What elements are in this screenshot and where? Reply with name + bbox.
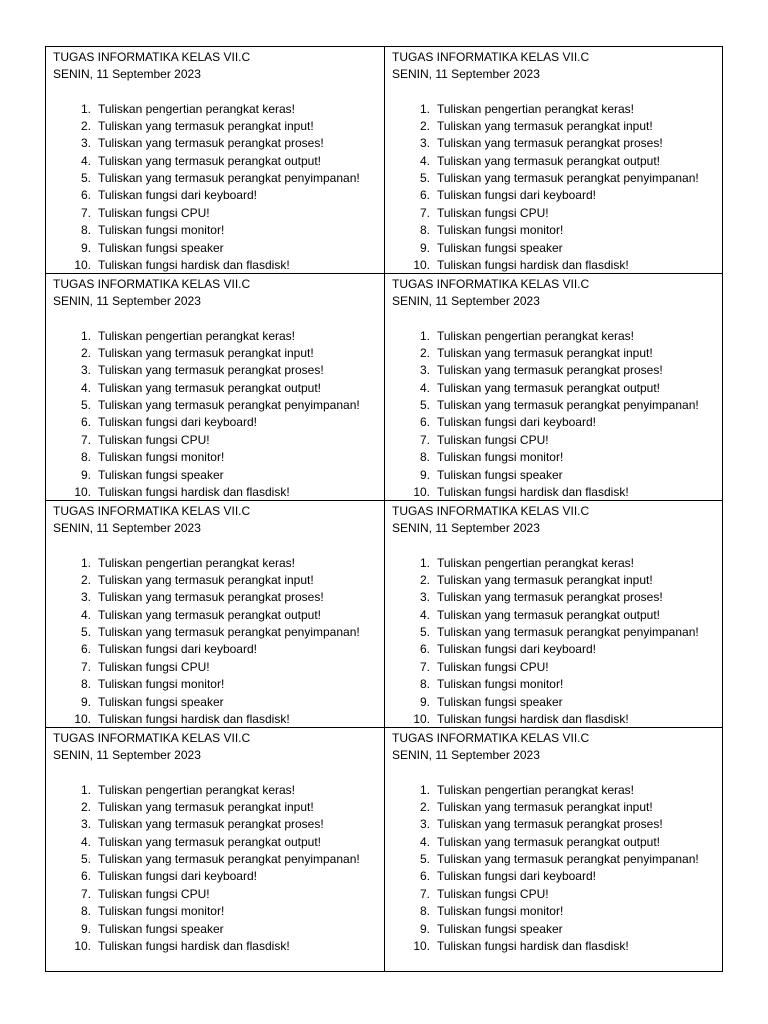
question-number: 6. (80, 869, 91, 884)
question-text: Tuliskan fungsi CPU! (98, 886, 210, 901)
question-text: Tuliskan yang termasuk perangkat penyimpanan! (98, 171, 360, 186)
assignment-card (46, 274, 385, 501)
question-number: 9. (419, 467, 430, 482)
question-text: Tuliskan yang termasuk perangkat penyimpanan! (98, 398, 360, 413)
question-item (392, 257, 723, 274)
assignment-title: TUGAS INFORMATIKA KELAS VII.C (53, 277, 251, 291)
question-text: Tuliskan fungsi CPU! (437, 659, 549, 674)
question-number: 7. (419, 432, 430, 447)
assignment-card (46, 728, 385, 971)
assignment-card (385, 47, 723, 274)
question-text: Tuliskan pengertian perangkat keras! (437, 555, 635, 570)
question-text: Tuliskan fungsi CPU! (437, 432, 549, 447)
question-text: Tuliskan fungsi speaker (437, 240, 563, 255)
question-number: 6. (80, 188, 91, 203)
question-item (53, 449, 384, 466)
question-item (53, 153, 384, 170)
question-item (53, 328, 384, 345)
question-item (392, 362, 723, 379)
question-text: Tuliskan fungsi dari keyboard! (98, 642, 257, 657)
question-number: 8. (80, 450, 91, 465)
assignment-title: TUGAS INFORMATIKA KELAS VII.C (392, 50, 590, 64)
question-number: 8. (80, 223, 91, 238)
question-number: 1. (80, 555, 91, 570)
question-item (53, 782, 384, 799)
question-text: Tuliskan yang termasuk perangkat input! (98, 572, 314, 587)
question-item (53, 851, 384, 868)
question-number: 2. (419, 572, 430, 587)
assignment-card (46, 501, 385, 728)
question-item (392, 555, 723, 572)
question-text: Tuliskan fungsi monitor! (437, 450, 564, 465)
question-item (392, 432, 723, 449)
question-text: Tuliskan fungsi dari keyboard! (437, 869, 596, 884)
assignment-title: TUGAS INFORMATIKA KELAS VII.C (53, 504, 251, 518)
question-number: 3. (419, 817, 430, 832)
question-item (53, 676, 384, 693)
question-number: 9. (80, 467, 91, 482)
worksheet-table (45, 46, 723, 972)
question-number: 3. (80, 136, 91, 151)
question-item (53, 624, 384, 641)
question-number: 9. (80, 240, 91, 255)
question-item (392, 694, 723, 711)
assignment-title: TUGAS INFORMATIKA KELAS VII.C (392, 504, 590, 518)
assignment-title: TUGAS INFORMATIKA KELAS VII.C (392, 277, 590, 291)
question-number: 10. (413, 712, 430, 727)
question-number: 3. (80, 817, 91, 832)
question-item (53, 240, 384, 257)
question-number: 5. (419, 171, 430, 186)
question-text: Tuliskan yang termasuk perangkat penyimpanan! (98, 625, 360, 640)
question-item (53, 345, 384, 362)
assignment-date: SENIN, 11 September 2023 (392, 748, 540, 762)
question-number: 5. (419, 625, 430, 640)
question-text: Tuliskan yang termasuk perangkat output! (437, 607, 661, 622)
assignment-date: SENIN, 11 September 2023 (53, 521, 201, 535)
question-text: Tuliskan fungsi hardisk dan flasdisk! (437, 712, 629, 727)
question-number: 4. (419, 153, 430, 168)
question-number: 8. (419, 677, 430, 692)
question-text: Tuliskan fungsi speaker (98, 694, 224, 709)
question-item (53, 380, 384, 397)
question-number: 4. (419, 380, 430, 395)
question-number: 3. (80, 590, 91, 605)
question-number: 7. (80, 659, 91, 674)
question-item (53, 432, 384, 449)
question-item (53, 397, 384, 414)
question-text: Tuliskan yang termasuk perangkat input! (437, 118, 653, 133)
question-item (53, 607, 384, 624)
question-list (392, 782, 723, 956)
question-number: 1. (80, 782, 91, 797)
question-number: 10. (413, 485, 430, 500)
question-text: Tuliskan yang termasuk perangkat input! (98, 345, 314, 360)
question-item (392, 868, 723, 885)
spacer (392, 310, 723, 328)
question-number: 6. (419, 415, 430, 430)
question-text: Tuliskan yang termasuk perangkat output! (437, 834, 661, 849)
question-text: Tuliskan fungsi dari keyboard! (98, 415, 257, 430)
question-item (53, 921, 384, 938)
question-number: 2. (80, 118, 91, 133)
question-item (53, 816, 384, 833)
assignment-card (46, 47, 385, 274)
question-item (392, 328, 723, 345)
question-item (392, 414, 723, 431)
question-item (53, 659, 384, 676)
question-number: 3. (419, 363, 430, 378)
spacer (53, 764, 384, 782)
question-list (53, 101, 384, 275)
question-text: Tuliskan yang termasuk perangkat proses! (98, 363, 324, 378)
question-text: Tuliskan fungsi CPU! (98, 659, 210, 674)
question-number: 5. (80, 625, 91, 640)
question-number: 5. (419, 398, 430, 413)
question-text: Tuliskan yang termasuk perangkat penyimpanan! (437, 625, 699, 640)
question-number: 8. (80, 904, 91, 919)
question-number: 6. (419, 642, 430, 657)
question-text: Tuliskan fungsi monitor! (98, 450, 225, 465)
question-text: Tuliskan fungsi dari keyboard! (98, 869, 257, 884)
question-text: Tuliskan yang termasuk perangkat input! (98, 118, 314, 133)
question-text: Tuliskan fungsi monitor! (98, 904, 225, 919)
question-text: Tuliskan yang termasuk perangkat input! (98, 799, 314, 814)
question-text: Tuliskan fungsi CPU! (98, 432, 210, 447)
question-number: 1. (80, 101, 91, 116)
question-item (392, 345, 723, 362)
question-number: 6. (80, 415, 91, 430)
question-item (392, 782, 723, 799)
question-list (53, 555, 384, 729)
question-text: Tuliskan fungsi hardisk dan flasdisk! (98, 258, 290, 273)
question-text: Tuliskan fungsi dari keyboard! (437, 415, 596, 430)
question-item (53, 938, 384, 955)
question-number: 1. (80, 328, 91, 343)
question-text: Tuliskan yang termasuk perangkat output! (98, 607, 322, 622)
question-item (53, 222, 384, 239)
question-text: Tuliskan fungsi hardisk dan flasdisk! (98, 485, 290, 500)
question-number: 5. (419, 852, 430, 867)
question-number: 10. (74, 712, 91, 727)
question-number: 7. (80, 432, 91, 447)
question-item (392, 467, 723, 484)
question-text: Tuliskan yang termasuk perangkat proses! (437, 136, 663, 151)
question-text: Tuliskan fungsi CPU! (98, 205, 210, 220)
question-number: 8. (419, 223, 430, 238)
question-item (392, 676, 723, 693)
assignment-title: TUGAS INFORMATIKA KELAS VII.C (392, 731, 590, 745)
question-item (53, 834, 384, 851)
question-item (392, 101, 723, 118)
question-item (53, 414, 384, 431)
question-item (53, 257, 384, 274)
question-number: 4. (419, 607, 430, 622)
question-item (53, 101, 384, 118)
question-item (392, 903, 723, 920)
spacer (392, 83, 723, 101)
question-item (53, 170, 384, 187)
question-number: 5. (80, 852, 91, 867)
question-text: Tuliskan pengertian perangkat keras! (437, 101, 635, 116)
question-text: Tuliskan fungsi monitor! (437, 904, 564, 919)
question-number: 8. (419, 904, 430, 919)
question-item (392, 816, 723, 833)
question-number: 2. (419, 118, 430, 133)
spacer (53, 83, 384, 101)
question-number: 1. (419, 555, 430, 570)
question-item (53, 135, 384, 152)
question-number: 6. (419, 188, 430, 203)
question-text: Tuliskan yang termasuk perangkat output! (437, 380, 661, 395)
question-text: Tuliskan fungsi hardisk dan flasdisk! (98, 939, 290, 954)
question-number: 7. (80, 205, 91, 220)
question-text: Tuliskan pengertian perangkat keras! (98, 555, 296, 570)
question-text: Tuliskan yang termasuk perangkat output! (98, 380, 322, 395)
question-text: Tuliskan fungsi hardisk dan flasdisk! (437, 258, 629, 273)
question-item (53, 118, 384, 135)
spacer (53, 537, 384, 555)
spacer (392, 537, 723, 555)
question-number: 2. (419, 799, 430, 814)
question-text: Tuliskan fungsi hardisk dan flasdisk! (437, 939, 629, 954)
question-item (392, 153, 723, 170)
question-number: 6. (419, 869, 430, 884)
question-text: Tuliskan yang termasuk perangkat penyimpanan! (437, 398, 699, 413)
assignment-card (385, 728, 723, 971)
question-item (392, 187, 723, 204)
question-item (53, 868, 384, 885)
question-text: Tuliskan fungsi speaker (437, 921, 563, 936)
question-list (53, 782, 384, 956)
question-number: 4. (80, 607, 91, 622)
spacer (392, 764, 723, 782)
question-text: Tuliskan fungsi hardisk dan flasdisk! (98, 712, 290, 727)
question-text: Tuliskan yang termasuk perangkat output! (98, 153, 322, 168)
question-item (53, 362, 384, 379)
question-number: 4. (80, 834, 91, 849)
question-number: 9. (419, 694, 430, 709)
question-item (53, 641, 384, 658)
question-number: 7. (419, 886, 430, 901)
question-number: 2. (419, 345, 430, 360)
question-number: 8. (80, 677, 91, 692)
question-number: 3. (419, 136, 430, 151)
question-list (392, 555, 723, 729)
question-text: Tuliskan fungsi monitor! (437, 223, 564, 238)
question-item (392, 607, 723, 624)
question-number: 9. (80, 921, 91, 936)
assignment-card (385, 501, 723, 728)
question-text: Tuliskan yang termasuk perangkat proses! (98, 817, 324, 832)
question-number: 2. (80, 345, 91, 360)
question-item (392, 886, 723, 903)
question-item (392, 118, 723, 135)
question-text: Tuliskan fungsi dari keyboard! (98, 188, 257, 203)
question-item (53, 484, 384, 501)
question-number: 7. (419, 659, 430, 674)
question-item (392, 449, 723, 466)
question-number: 1. (419, 782, 430, 797)
question-text: Tuliskan fungsi CPU! (437, 205, 549, 220)
question-number: 9. (419, 240, 430, 255)
question-item (392, 799, 723, 816)
assignment-date: SENIN, 11 September 2023 (53, 294, 201, 308)
question-item (392, 135, 723, 152)
question-number: 10. (74, 258, 91, 273)
question-number: 3. (80, 363, 91, 378)
question-item (53, 589, 384, 606)
question-text: Tuliskan fungsi dari keyboard! (437, 642, 596, 657)
question-text: Tuliskan fungsi hardisk dan flasdisk! (437, 485, 629, 500)
question-number: 9. (80, 694, 91, 709)
assignment-date: SENIN, 11 September 2023 (53, 748, 201, 762)
question-text: Tuliskan fungsi CPU! (437, 886, 549, 901)
question-item (53, 572, 384, 589)
question-text: Tuliskan yang termasuk perangkat output! (98, 834, 322, 849)
question-list (53, 328, 384, 502)
assignment-date: SENIN, 11 September 2023 (392, 67, 540, 81)
question-number: 1. (419, 101, 430, 116)
question-number: 5. (80, 171, 91, 186)
question-item (53, 799, 384, 816)
question-text: Tuliskan fungsi speaker (98, 240, 224, 255)
question-text: Tuliskan yang termasuk perangkat proses! (98, 590, 324, 605)
question-item (53, 694, 384, 711)
spacer (53, 310, 384, 328)
question-item (392, 921, 723, 938)
question-item (392, 938, 723, 955)
question-number: 4. (80, 153, 91, 168)
question-item (53, 711, 384, 728)
question-text: Tuliskan fungsi speaker (98, 921, 224, 936)
question-text: Tuliskan fungsi speaker (437, 694, 563, 709)
question-number: 10. (413, 258, 430, 273)
question-item (392, 380, 723, 397)
question-number: 4. (80, 380, 91, 395)
question-item (392, 834, 723, 851)
question-text: Tuliskan yang termasuk perangkat proses! (437, 817, 663, 832)
question-item (53, 205, 384, 222)
question-text: Tuliskan yang termasuk perangkat input! (437, 572, 653, 587)
question-number: 2. (80, 799, 91, 814)
question-item (53, 467, 384, 484)
question-item (53, 886, 384, 903)
question-text: Tuliskan yang termasuk perangkat proses! (98, 136, 324, 151)
assignment-card (385, 274, 723, 501)
question-item (392, 222, 723, 239)
question-number: 4. (419, 834, 430, 849)
question-item (392, 572, 723, 589)
question-number: 5. (80, 398, 91, 413)
question-item (392, 711, 723, 728)
question-list (392, 101, 723, 275)
question-text: Tuliskan yang termasuk perangkat input! (437, 799, 653, 814)
assignment-date: SENIN, 11 September 2023 (53, 67, 201, 81)
question-number: 9. (419, 921, 430, 936)
question-number: 7. (80, 886, 91, 901)
question-item (392, 397, 723, 414)
question-item (392, 851, 723, 868)
question-number: 7. (419, 205, 430, 220)
question-text: Tuliskan yang termasuk perangkat penyimpanan! (98, 852, 360, 867)
question-number: 3. (419, 590, 430, 605)
question-item (392, 589, 723, 606)
question-text: Tuliskan yang termasuk perangkat proses! (437, 363, 663, 378)
question-text: Tuliskan yang termasuk perangkat penyimpanan! (437, 852, 699, 867)
question-text: Tuliskan pengertian perangkat keras! (437, 328, 635, 343)
question-item (392, 624, 723, 641)
question-item (392, 484, 723, 501)
question-text: Tuliskan yang termasuk perangkat penyimpanan! (437, 171, 699, 186)
question-item (392, 659, 723, 676)
question-number: 8. (419, 450, 430, 465)
assignment-date: SENIN, 11 September 2023 (392, 294, 540, 308)
question-text: Tuliskan fungsi dari keyboard! (437, 188, 596, 203)
question-text: Tuliskan pengertian perangkat keras! (98, 101, 296, 116)
question-item (392, 240, 723, 257)
question-item (392, 205, 723, 222)
question-text: Tuliskan pengertian perangkat keras! (437, 782, 635, 797)
question-list (392, 328, 723, 502)
question-item (53, 187, 384, 204)
question-number: 10. (413, 939, 430, 954)
question-text: Tuliskan fungsi speaker (98, 467, 224, 482)
assignment-date: SENIN, 11 September 2023 (392, 521, 540, 535)
question-number: 1. (419, 328, 430, 343)
question-number: 2. (80, 572, 91, 587)
assignment-title: TUGAS INFORMATIKA KELAS VII.C (53, 50, 251, 64)
question-text: Tuliskan yang termasuk perangkat output! (437, 153, 661, 168)
assignment-title: TUGAS INFORMATIKA KELAS VII.C (53, 731, 251, 745)
question-number: 10. (74, 939, 91, 954)
question-text: Tuliskan yang termasuk perangkat input! (437, 345, 653, 360)
question-text: Tuliskan pengertian perangkat keras! (98, 328, 296, 343)
question-item (53, 555, 384, 572)
question-text: Tuliskan fungsi speaker (437, 467, 563, 482)
question-text: Tuliskan yang termasuk perangkat proses! (437, 590, 663, 605)
question-text: Tuliskan pengertian perangkat keras! (98, 782, 296, 797)
question-text: Tuliskan fungsi monitor! (437, 677, 564, 692)
question-item (53, 903, 384, 920)
question-number: 6. (80, 642, 91, 657)
question-text: Tuliskan fungsi monitor! (98, 223, 225, 238)
question-number: 10. (74, 485, 91, 500)
question-text: Tuliskan fungsi monitor! (98, 677, 225, 692)
question-item (392, 170, 723, 187)
question-item (392, 641, 723, 658)
